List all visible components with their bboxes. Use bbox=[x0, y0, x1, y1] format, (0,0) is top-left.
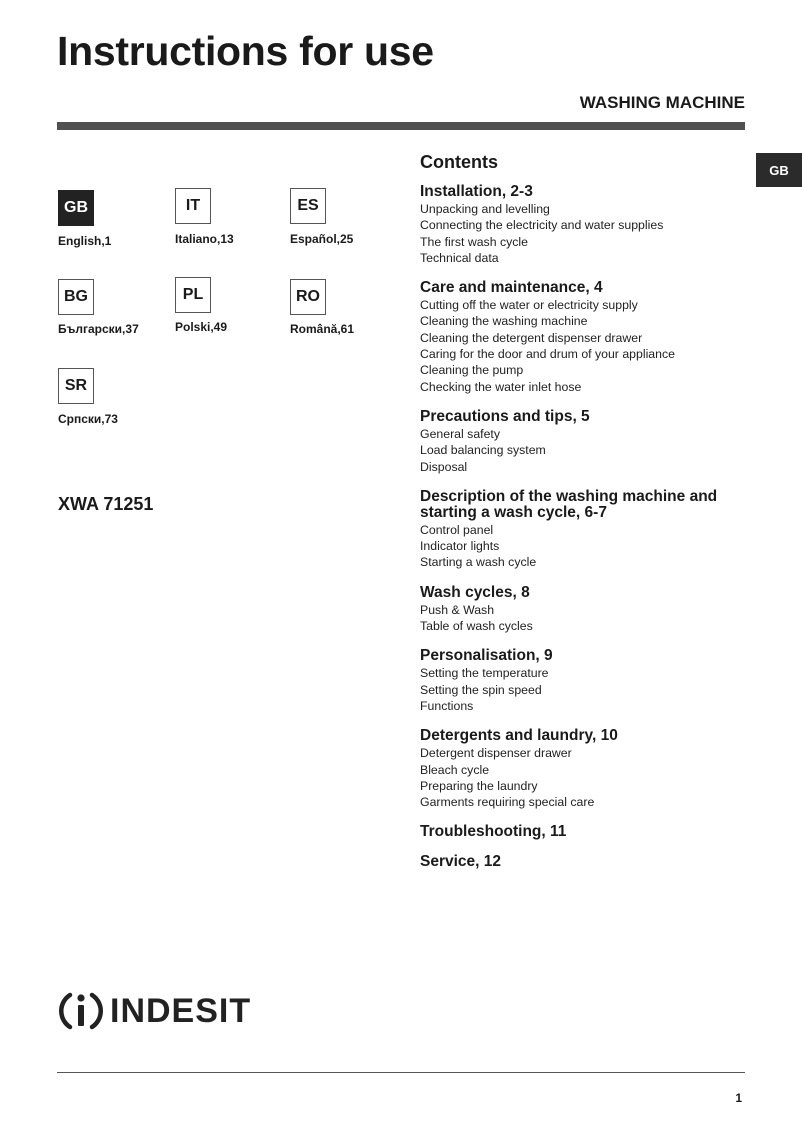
contents-item[interactable]: Push & Wash bbox=[420, 602, 495, 617]
contents-item[interactable]: Garments requiring special care bbox=[420, 795, 595, 810]
contents-item[interactable]: Cleaning the detergent dispenser drawer bbox=[420, 330, 643, 345]
contents-item-list bbox=[420, 201, 750, 266]
page-number: 1 bbox=[735, 1091, 742, 1105]
language-item-it[interactable] bbox=[175, 188, 234, 246]
contents-section bbox=[420, 280, 750, 395]
product-type: WASHING MACHINE bbox=[579, 93, 745, 112]
contents-section bbox=[420, 648, 750, 714]
contents-item[interactable]: Connecting the electricity and water supplies bbox=[420, 218, 664, 233]
language-label: Polski,49 bbox=[175, 320, 228, 334]
contents-section bbox=[420, 854, 750, 870]
model-number: XWA 71251 bbox=[58, 494, 154, 514]
table-of-contents bbox=[420, 151, 750, 884]
contents-section-title[interactable]: Personalisation, 9 bbox=[420, 647, 553, 665]
footer-divider bbox=[57, 1072, 745, 1073]
language-code-box: BG bbox=[58, 279, 94, 315]
contents-item[interactable]: Indicator lights bbox=[420, 539, 500, 554]
contents-item[interactable]: Detergent dispenser drawer bbox=[420, 746, 572, 761]
language-label: English,1 bbox=[58, 234, 112, 248]
contents-item[interactable]: General safety bbox=[420, 426, 500, 441]
contents-item[interactable]: Load balancing system bbox=[420, 443, 546, 458]
contents-item[interactable]: Setting the spin speed bbox=[420, 682, 542, 697]
contents-item[interactable]: Cleaning the washing machine bbox=[420, 314, 588, 329]
page-title: Instructions for use bbox=[57, 28, 434, 74]
contents-section-title[interactable]: Detergents and laundry, 10 bbox=[420, 727, 618, 745]
language-label: Српски,73 bbox=[58, 412, 118, 426]
language-code-box: RO bbox=[290, 279, 326, 315]
contents-item-list bbox=[420, 665, 750, 714]
contents-section-title[interactable]: Care and maintenance, 4 bbox=[420, 279, 603, 297]
contents-item[interactable]: Control panel bbox=[420, 522, 494, 537]
contents-section-title[interactable]: Installation, 2-3 bbox=[420, 183, 533, 200]
contents-item[interactable]: Bleach cycle bbox=[420, 762, 490, 777]
contents-item[interactable]: Starting a wash cycle bbox=[420, 555, 537, 570]
contents-section-title[interactable]: Service, 12 bbox=[420, 853, 502, 871]
brand-name: INDESIT bbox=[110, 992, 252, 1030]
contents-section bbox=[420, 409, 750, 475]
indesit-logo-icon bbox=[58, 988, 104, 1034]
contents-section-title[interactable]: Troubleshooting, 11 bbox=[420, 823, 567, 841]
contents-item[interactable]: Cleaning the pump bbox=[420, 363, 524, 378]
contents-section bbox=[420, 728, 750, 810]
contents-item[interactable]: Functions bbox=[420, 698, 474, 713]
contents-section-title[interactable]: Wash cycles, 8 bbox=[420, 583, 530, 601]
contents-item-list bbox=[420, 426, 750, 475]
contents-section bbox=[420, 824, 750, 840]
contents-item[interactable]: Checking the water inlet hose bbox=[420, 379, 582, 394]
contents-item[interactable]: Disposal bbox=[420, 459, 468, 474]
contents-item-list bbox=[420, 602, 750, 635]
brand-logo bbox=[58, 988, 251, 1034]
contents-item-list bbox=[420, 522, 750, 571]
language-item-bg[interactable] bbox=[58, 279, 139, 336]
contents-item[interactable]: Unpacking and levelling bbox=[420, 202, 550, 216]
contents-section bbox=[420, 585, 750, 635]
contents-section-title[interactable]: Description of the washing machine and starting a wash cycle, 6-7 bbox=[420, 487, 718, 521]
language-code-box: GB bbox=[58, 190, 94, 226]
contents-item-list bbox=[420, 745, 750, 810]
contents-section bbox=[420, 184, 750, 266]
contents-item[interactable]: Cutting off the water or electricity supply bbox=[420, 298, 638, 313]
language-label: Български,37 bbox=[58, 322, 139, 336]
language-side-tab: GB bbox=[756, 153, 802, 187]
contents-item-list bbox=[420, 297, 750, 395]
language-code-box: IT bbox=[175, 188, 211, 224]
language-code-box: PL bbox=[175, 277, 211, 313]
language-item-pl[interactable] bbox=[175, 277, 228, 334]
language-code-box: ES bbox=[290, 188, 326, 224]
header-divider bbox=[57, 122, 745, 130]
language-item-gb[interactable] bbox=[58, 190, 112, 248]
language-item-sr[interactable] bbox=[58, 368, 118, 426]
contents-sections bbox=[420, 184, 750, 870]
contents-item[interactable]: Preparing the laundry bbox=[420, 778, 538, 793]
contents-item[interactable]: Setting the temperature bbox=[420, 666, 549, 681]
contents-section-title[interactable]: Precautions and tips, 5 bbox=[420, 407, 590, 425]
language-label: Română,61 bbox=[290, 322, 355, 336]
contents-heading: Contents bbox=[420, 152, 498, 172]
language-item-es[interactable] bbox=[290, 188, 354, 246]
contents-item[interactable]: Caring for the door and drum of your appliance bbox=[420, 347, 675, 362]
language-label: Italiano,13 bbox=[175, 232, 234, 246]
language-code-box: SR bbox=[58, 368, 94, 404]
language-item-ro[interactable] bbox=[290, 279, 355, 336]
contents-item[interactable]: The first wash cycle bbox=[420, 234, 528, 249]
contents-item[interactable]: Technical data bbox=[420, 250, 499, 265]
contents-section bbox=[420, 489, 750, 571]
language-label: Español,25 bbox=[290, 232, 354, 246]
contents-item[interactable]: Table of wash cycles bbox=[420, 619, 533, 634]
